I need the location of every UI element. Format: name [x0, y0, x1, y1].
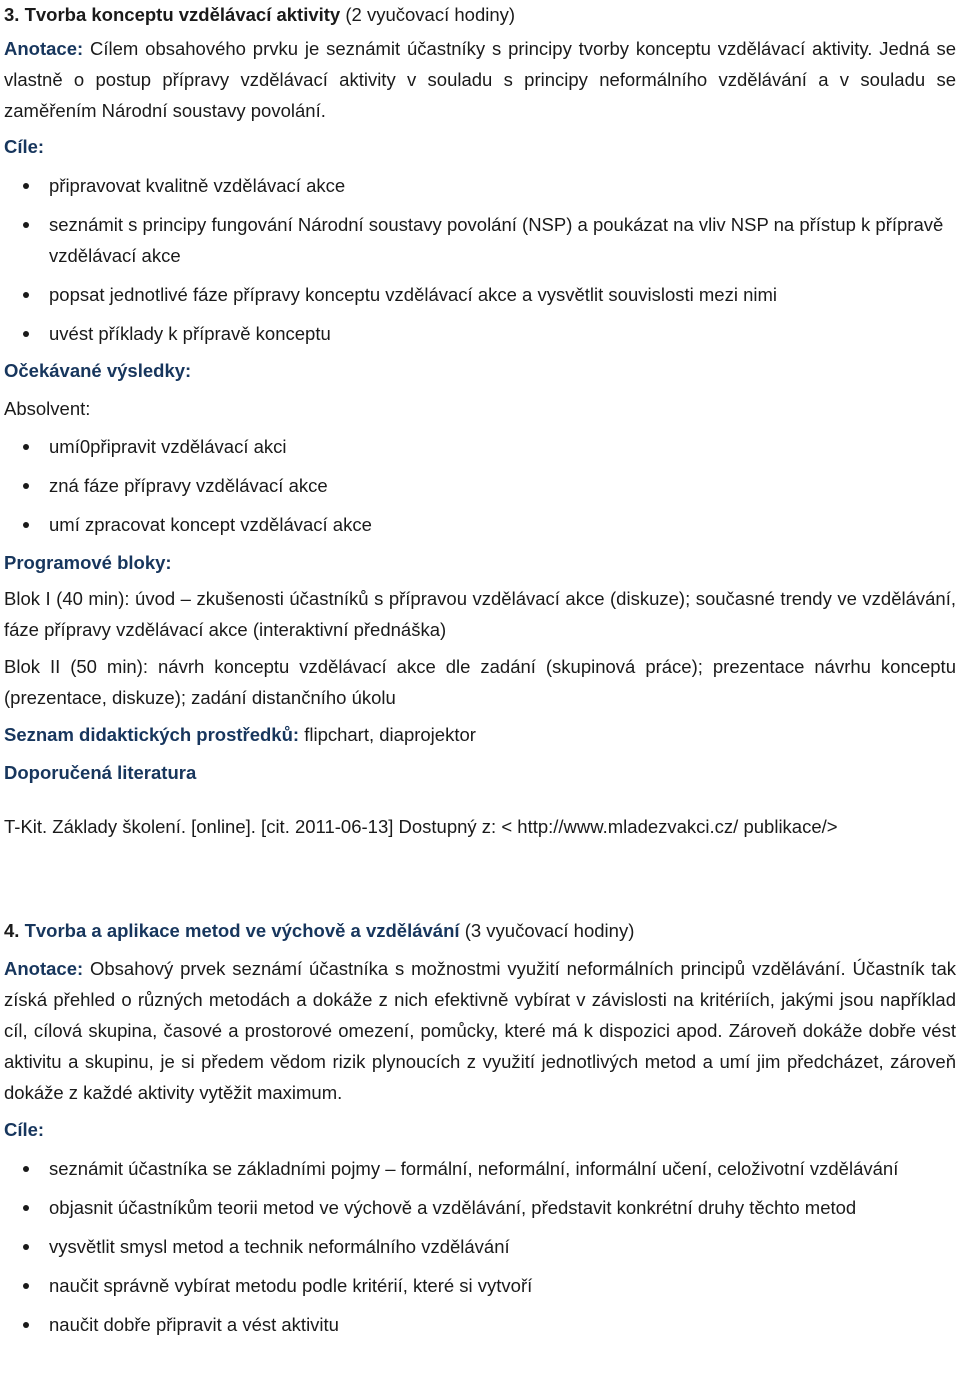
literature-text: T-Kit. Základy školení. [online]. [cit. 2011-06-13] Dostupný z: < http://www.mladezvakci.cz/ publikace/>	[4, 816, 838, 837]
section-4-note: (3 vyučovací hodiny)	[464, 920, 635, 941]
list-item: umí zpracovat koncept vzdělávací akce	[0, 509, 956, 540]
section-4-goals-label: Cíle:	[4, 1119, 45, 1140]
annotation-text: Obsahový prvek seznámí účastníka s možnostmi využití neformálních principů vzdělávání. Účastník tak získá přehled o různých metodách a dokáže z nich efektivně vybírat v závislosti na kritériích, jakými jsou například cíl, cílová skupina, časové a prostorové omezení, pomůcky, které má k dispozici apod. Zároveň dokáže dobře vést aktivitu a skupinu, je si předem vědom rizik plynoucích z využití jednotlivých metod a umí jim předcházet, zároveň dokáže z každé aktivity vytěžit maximum.	[4, 958, 956, 1103]
section-3-title: Tvorba konceptu vzdělávací aktivity	[24, 4, 341, 25]
list-item: vysvětlit smysl metod a technik neformálního vzdělávání	[0, 1231, 956, 1262]
list-item: objasnit účastníkům teorii metod ve výchově a vzdělávání, představit konkrétní druhy těchto metod	[0, 1192, 956, 1223]
annotation-text: Cílem obsahového prvku je seznámit účastníky s principy tvorby konceptu vzdělávací aktivity. Jedná se vlastně o postup přípravy vzdělávací aktivity v souladu s principy neformálního vzdělávání a v souladu se zaměřením Národní soustavy povolání.	[4, 38, 956, 121]
didactic-tools	[4, 719, 956, 750]
list-item: seznámit účastníka se základními pojmy – formální, neformální, informální učení, celoživotní vzdělávání	[0, 1153, 956, 1184]
list-item: naučit dobře připravit a vést aktivitu	[0, 1309, 956, 1340]
program-block-1: Blok I (40 min): úvod – zkušenosti účastníků s přípravou vzdělávací akce (diskuze); současné trendy ve vzdělávání, fáze přípravy vzdělávací akce (interaktivní přednáška)	[4, 588, 956, 640]
section-4-title: Tvorba a aplikace metod ve výchově a vzdělávání	[24, 920, 460, 941]
list-item: naučit správně vybírat metodu podle kritérií, které si vytvoří	[0, 1270, 956, 1301]
section-3-note: (2 vyučovací hodiny)	[345, 4, 516, 25]
program-block-2: Blok II (50 min): návrh konceptu vzdělávací akce dle zadání (skupinová práce); prezentace návrhu konceptu (prezentace, diskuze); zadání distančního úkolu	[4, 656, 956, 708]
section-4-goals-list	[0, 1153, 956, 1340]
literature-label: Doporučená literatura	[4, 762, 197, 783]
section-4-annotation	[4, 953, 956, 1108]
list-item: seznámit s principy fungování Národní soustavy povolání (NSP) a poukázat na vliv NSP na přístup k přípravě vzdělávací akce	[0, 209, 956, 271]
expected-results-label: Očekávané výsledky:	[4, 360, 192, 381]
didactic-tools-text: flipchart, diaprojektor	[299, 724, 476, 745]
section-4-number: 4.	[4, 920, 20, 941]
list-item: umí0připravit vzdělávací akci	[0, 431, 956, 462]
didactic-tools-label: Seznam didaktických prostředků:	[4, 724, 300, 745]
program-blocks-label: Programové bloky:	[4, 552, 172, 573]
list-item: připravovat kvalitně vzdělávací akce	[0, 170, 956, 201]
graduate-label: Absolvent:	[4, 398, 91, 419]
section-3-goals-list	[0, 170, 956, 349]
list-item: uvést příklady k přípravě konceptu	[0, 318, 956, 349]
section-3-goals-label: Cíle:	[4, 136, 45, 157]
list-item: zná fáze přípravy vzdělávací akce	[0, 470, 956, 501]
annotation-label: Anotace:	[4, 958, 84, 979]
list-item: popsat jednotlivé fáze přípravy konceptu vzdělávací akce a vysvětlit souvislosti mezi nimi	[0, 279, 956, 310]
annotation-label: Anotace:	[4, 38, 84, 59]
expected-results-list	[0, 431, 956, 540]
section-3-number: 3.	[4, 4, 20, 25]
section-3-annotation	[4, 33, 956, 126]
section-3-heading	[4, 0, 956, 30]
section-4-heading	[4, 915, 956, 946]
